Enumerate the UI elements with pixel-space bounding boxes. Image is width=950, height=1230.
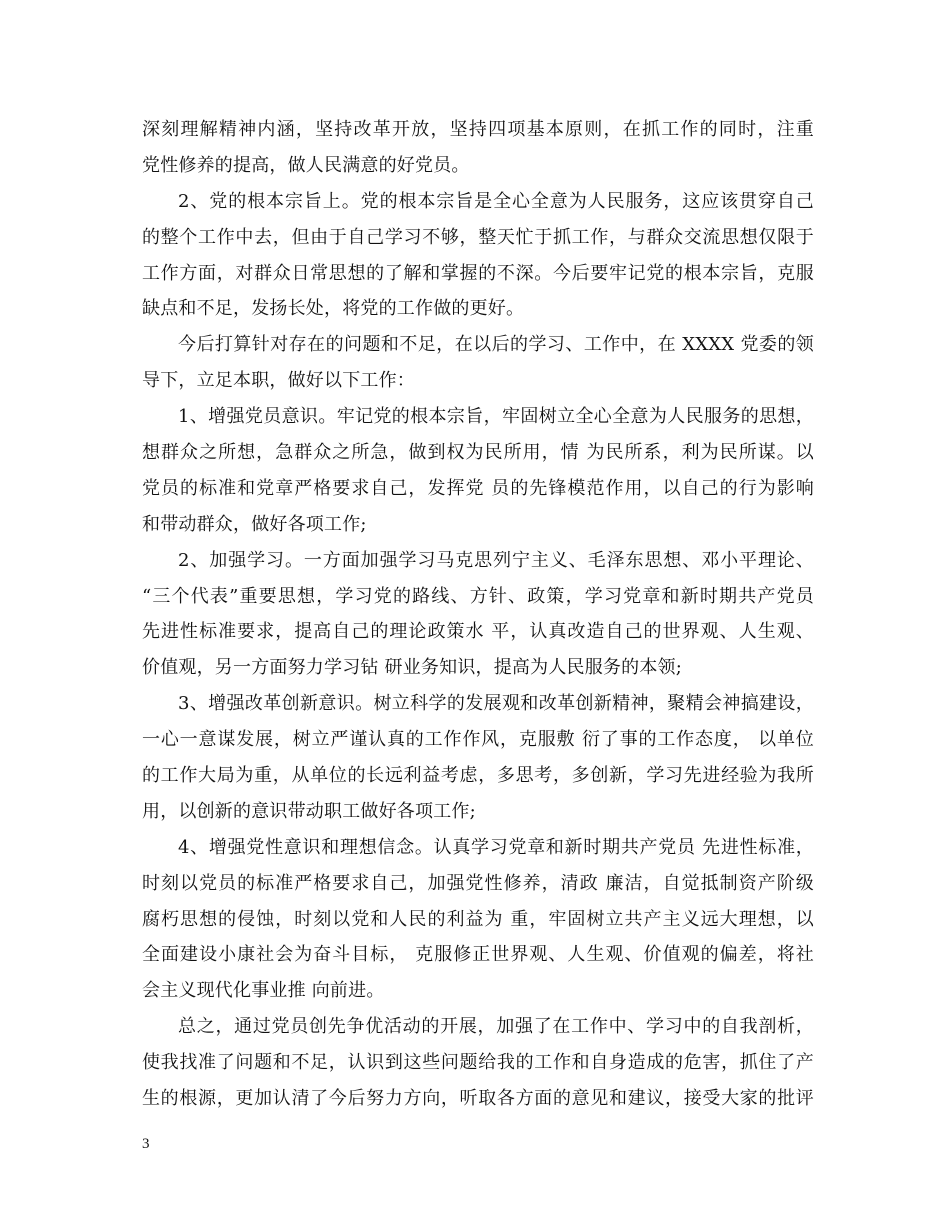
- text-line: 3、增强改革创新意识。树立科学的发展观和改革创新精神，聚精会神搞建设，: [178, 693, 814, 715]
- page-number: 3: [142, 1136, 150, 1152]
- text-line: 总之，通过党员创先争优活动的开展，加强了在工作中、学习中的自我剖析，: [178, 1016, 814, 1038]
- text-line: 生的根源，更加认清了今后努力方向，听取各方面的意见和建议，接受大家的批评: [142, 1088, 814, 1110]
- text-line: 和带动群众，做好各项工作;: [142, 513, 367, 535]
- text-line: 腐朽思想的侵蚀，时刻以党和人民的利益为 重，牢固树立共产主义远大理想，以: [142, 908, 814, 930]
- text-line: 先进性标准要求，提高自己的理论政策水 平，认真改造自己的世界观、人生观、: [142, 621, 814, 643]
- document-body: [142, 112, 814, 1117]
- text-line: 1、增强党员意识。牢记党的根本宗旨，牢固树立全心全意为人民服务的思想，: [178, 406, 814, 428]
- text-line: 一心一意谋发展，树立严谨认真的工作作风，克服敷 衍了事的工作态度， 以单位: [142, 729, 814, 751]
- text-line: 会主义现代化事业推 向前进。: [142, 980, 385, 1002]
- text-line: 想群众之所想，急群众之所急，做到权为民所用，情 为民所系，利为民所谋。以: [142, 442, 814, 464]
- text-line: 使我找准了问题和不足，认识到这些问题给我的工作和自身造成的危害，抓住了产: [142, 1052, 814, 1074]
- text-line: 时刻以党员的标准严格要求自己，加强党性修养，清政 廉洁，自觉抵制资产阶级: [142, 872, 814, 894]
- text-line: 价值观，另一方面努力学习钻 研业务知识，提高为人民服务的本领;: [142, 657, 682, 679]
- text-line: 2、党的根本宗旨上。党的根本宗旨是全心全意为人民服务，这应该贯穿自己: [178, 190, 814, 212]
- text-line: 导下，立足本职，做好以下工作：: [142, 370, 415, 392]
- text-line: 党性修养的提高，做人民满意的好党员。: [142, 154, 470, 176]
- text-line: 全面建设小康社会为奋斗目标， 克服修正世界观、人生观、价值观的偏差，将社: [142, 944, 814, 966]
- text-line: 的整个工作中去，但由于自己学习不够，整天忙于抓工作，与群众交流思想仅限于: [142, 226, 814, 248]
- text-line: 用，以创新的意识带动职工做好各项工作;: [142, 800, 476, 822]
- text-line: 缺点和不足，发扬长处，将党的工作做的更好。: [142, 298, 525, 320]
- text-line: 今后打算针对存在的问题和不足，在以后的学习、工作中，在 XXXX 党委的领: [178, 334, 814, 356]
- text-line: “三个代表”重要思想，学习党的路线、方针、政策，学习党章和新时期共产党员: [142, 585, 814, 607]
- text-line: 4、增强党性意识和理想信念。认真学习党章和新时期共产党员 先进性标准，: [178, 836, 814, 858]
- text-line: 深刻理解精神内涵，坚持改革开放，坚持四项基本原则，在抓工作的同时，注重: [142, 119, 814, 140]
- text-line: 的工作大局为重，从单位的长远利益考虑，多思考，多创新，学习先进经验为我所: [142, 765, 814, 787]
- text-line: 2、加强学习。一方面加强学习马克思列宁主义、毛泽东思想、邓小平理论、: [178, 549, 814, 571]
- text-line: 工作方面，对群众日常思想的了解和掌握的不深。今后要牢记党的根本宗旨，克服: [142, 262, 814, 284]
- text-line: 党员的标准和党章严格要求自己，发挥党 员的先锋模范作用，以自己的行为影响: [142, 477, 814, 499]
